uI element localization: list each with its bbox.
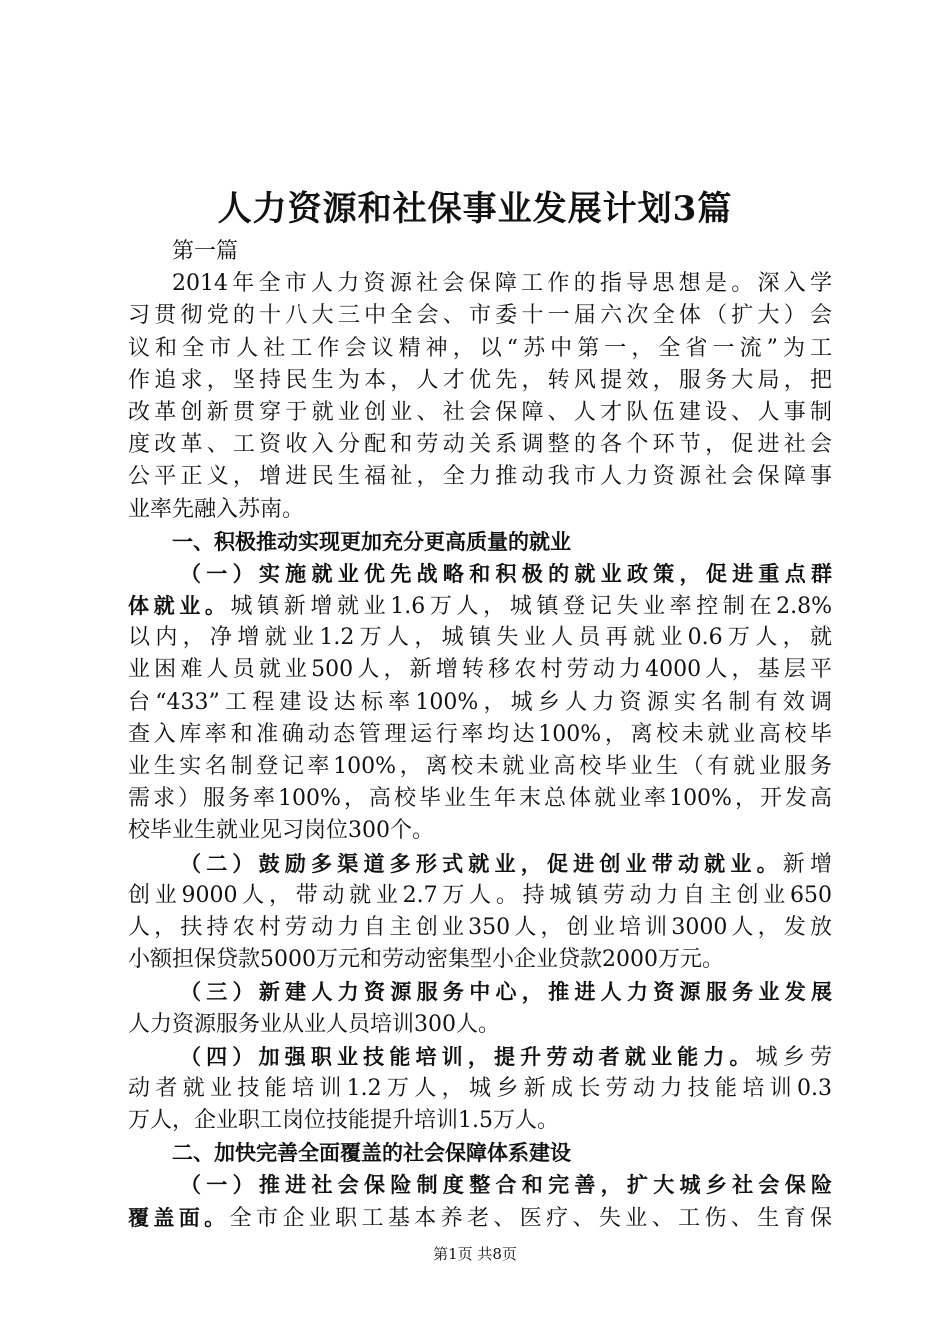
intro-line: 作追求，坚持民生为本，人才优先，转风提效，服务大局，把	[128, 367, 832, 393]
intro-line: 度改革、工资收入分配和劳动关系调整的各个环节，促进社会	[128, 432, 832, 458]
paragraph-line: 动者就业技能培训1.2万人，城乡新成长劳动力技能培训0.3	[128, 1075, 832, 1101]
document-body	[128, 236, 832, 1234]
subsection-heading: （一）推进社会保险制度整合和完善，扩大城乡社会保险	[180, 1173, 832, 1198]
paragraph-line: 小额担保贷款5000万元和劳动密集型小企业贷款2000万元。	[128, 947, 724, 973]
paragraph-line: 查入库率和准确动态管理运行率均达100%，离校未就业高校毕	[128, 721, 832, 747]
paragraph-line: 业困难人员就业500人，新增转移农村劳动力4000人，基层平	[128, 657, 832, 683]
intro-line: 改革创新贯穿于就业创业、社会保障、人才队伍建设、人事制	[128, 399, 832, 425]
paragraph-line: 以内，净增就业1.2万人，城镇失业人员再就业0.6万人，就	[128, 625, 832, 651]
subsection-heading-cont: 体就业。	[128, 594, 231, 619]
page-footer: 第1页 共8页	[433, 1245, 517, 1263]
intro-line: 议和全市人社工作会议精神，以“苏中第一，全省一流”为工	[128, 335, 832, 361]
subsection-heading: （二）鼓励多渠道多形式就业，促进创业带动就业。	[180, 851, 783, 876]
paragraph-line: 校毕业生就业见习岗位300个。	[128, 818, 434, 844]
section-label: 第一篇	[172, 239, 239, 264]
paragraph-text: 全市企业职工基本养老、医疗、失业、工伤、生育保	[229, 1205, 832, 1231]
paragraph-line: 业生实名制登记率100%，离校未就业高校毕业生（有就业服务	[128, 754, 832, 779]
paragraph-line	[128, 590, 832, 622]
paragraph-line: 台“433”工程建设达标率100%，城乡人力资源实名制有效调	[128, 689, 832, 715]
paragraph-line	[128, 848, 832, 880]
paragraph-line: 万人，企业职工岗位技能提升培训1.5万人。	[128, 1108, 559, 1134]
paragraph-line	[128, 1202, 832, 1234]
intro-line: 公平正义，增进民生福祉，全力推动我市人力资源社会保障事	[128, 464, 832, 490]
paragraph-line: 人，扶持农村劳动力自主创业350人，创业培训3000人，发放	[128, 914, 832, 940]
subsection-heading: （三）新建人力资源服务中心，推进人力资源服务业发展	[180, 980, 832, 1005]
document-title: 人力资源和社保事业发展计划3篇	[217, 189, 733, 229]
subsection-heading: （四）加强职业技能培训，提升劳动者就业能力。	[180, 1044, 756, 1069]
subsection-heading-cont: 覆盖面。	[128, 1205, 230, 1230]
paragraph-text: 城乡劳	[755, 1044, 832, 1070]
section-heading-1: 一、积极推动实现更加充分更高质量的就业	[172, 529, 571, 554]
paragraph-line: 创业9000人，带动就业2.7万人。持城镇劳动力自主创业650	[128, 882, 832, 908]
paragraph-line: 人力资源服务业从业人员培训300人。	[128, 1011, 500, 1037]
section-heading-2: 二、加快完善全面覆盖的社会保障体系建设	[172, 1141, 571, 1166]
intro-line: 2014年全市人力资源社会保障工作的指导思想是。深入学	[172, 271, 832, 297]
paragraph-line: 需求）服务率100%，高校毕业生年末总体就业率100%，开发高	[128, 786, 832, 812]
paragraph-text: 城镇新增就业1.6万人，城镇登记失业率控制在2.8%	[230, 594, 832, 620]
intro-line: 习贯彻党的十八大三中全会、市委十一届六次全体（扩大）会	[128, 303, 832, 329]
paragraph-line	[128, 1041, 832, 1073]
intro-line: 业率先融入苏南。	[128, 496, 305, 522]
paragraph-text: 新增	[782, 851, 832, 877]
subsection-heading: （一）实施就业优先战略和积极的就业政策，促进重点群	[180, 561, 832, 586]
